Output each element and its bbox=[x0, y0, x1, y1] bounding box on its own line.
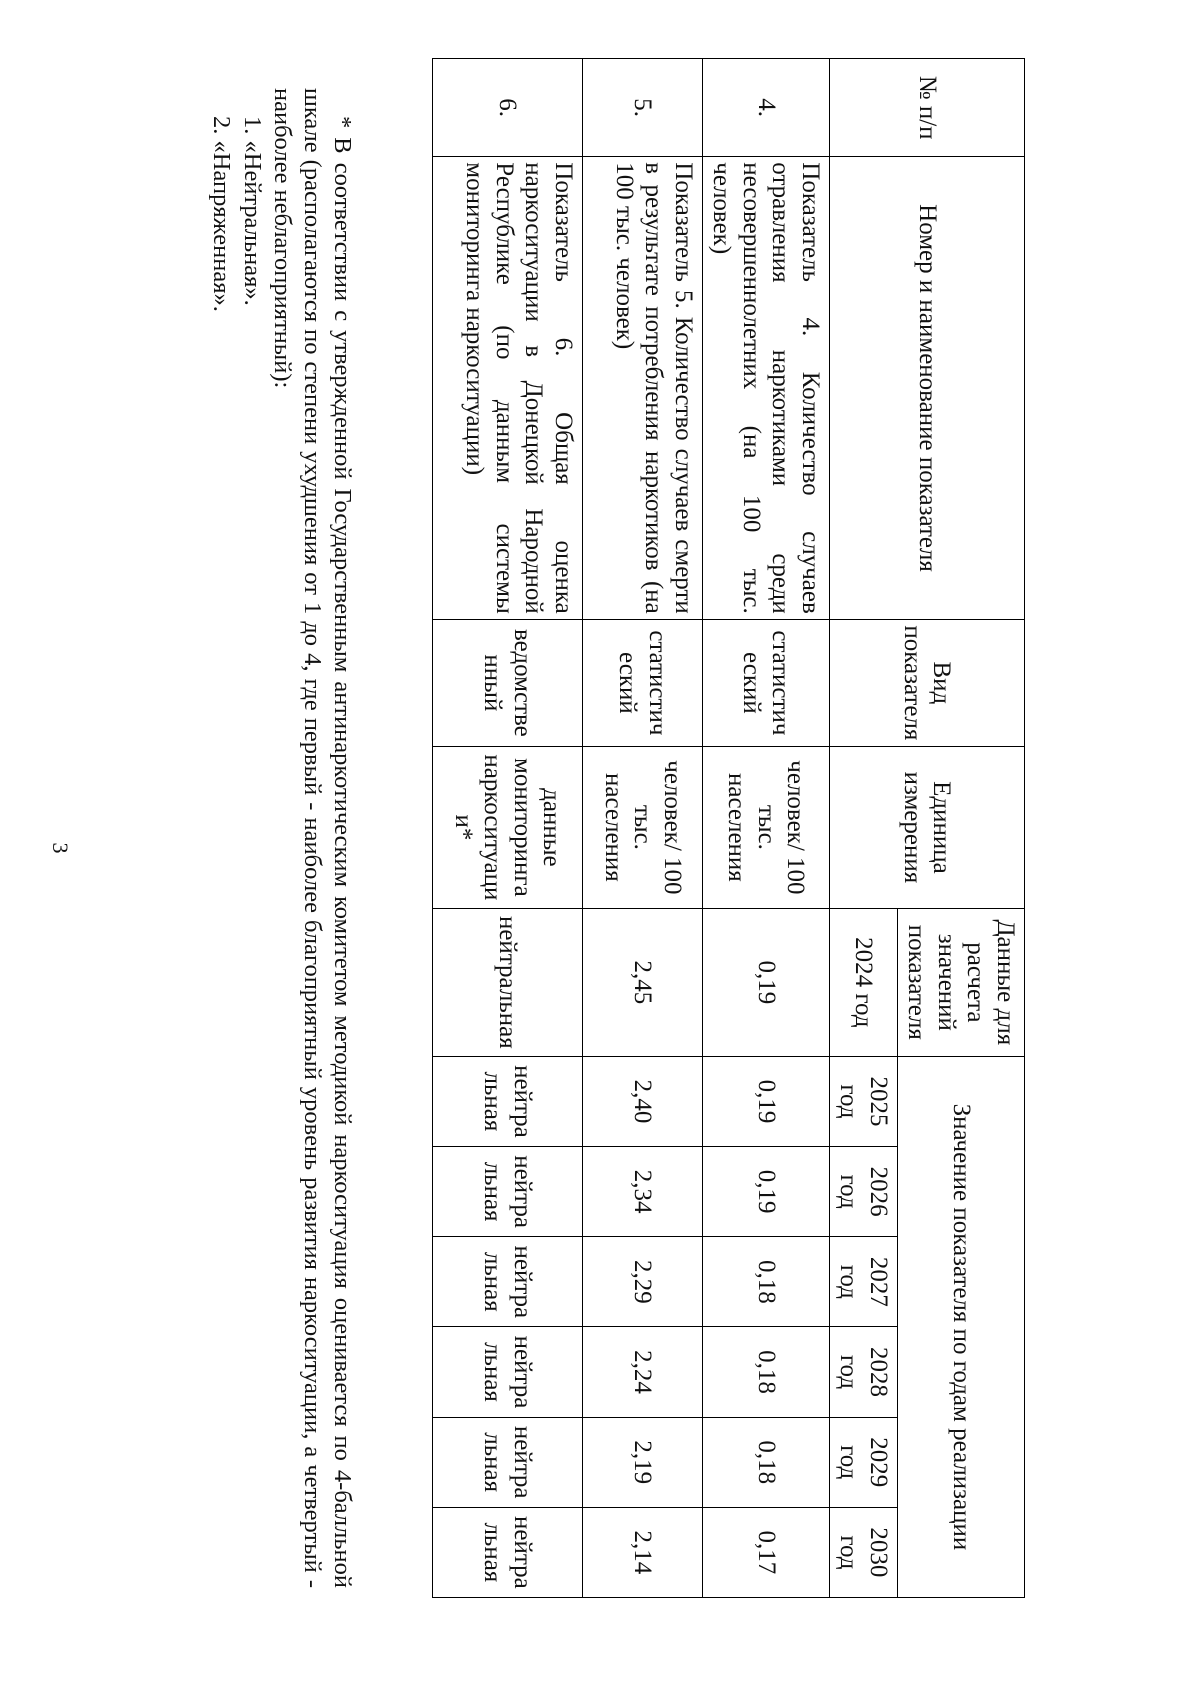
year-value: 2,40 bbox=[583, 1056, 703, 1146]
page-number: 3 bbox=[48, 842, 73, 854]
year-value: 2,34 bbox=[583, 1147, 703, 1237]
header-year: 2026 год bbox=[830, 1147, 898, 1237]
year-value: 2,24 bbox=[583, 1327, 703, 1417]
year-value: нейтральная bbox=[433, 1237, 583, 1327]
footnote-item: 2. «Напряженная». bbox=[208, 116, 236, 312]
indicator-name: Показатель 5. Количество случаев смерти в результате потребления наркотиков (на 100 тыс. человек) bbox=[583, 157, 703, 620]
header-year: 2029 год bbox=[830, 1417, 898, 1507]
header-unit: Единица измерения bbox=[830, 746, 1025, 908]
year-value: 2,14 bbox=[583, 1507, 703, 1597]
header-base: Данные для расчета значений показателя bbox=[898, 908, 1025, 1056]
table-row bbox=[433, 59, 583, 1598]
indicator-name: Показатель 4. Количество случаев отравления наркотиками среди несовершеннолетних (на 100 тыс. человек) bbox=[703, 157, 830, 620]
year-value: 0,17 bbox=[703, 1507, 830, 1597]
header-years-group: Значение показателя по годам реализации bbox=[898, 1056, 1025, 1597]
year-value: 0,18 bbox=[703, 1237, 830, 1327]
indicator-unit: данные мониторинга наркоситуации* bbox=[433, 746, 583, 908]
indicator-unit: человек/ 100 тыс. населения bbox=[583, 746, 703, 908]
header-year: 2027 год bbox=[830, 1237, 898, 1327]
table-header-row bbox=[898, 59, 1025, 1598]
year-value: 0,18 bbox=[703, 1327, 830, 1417]
footnote bbox=[206, 88, 357, 1588]
row-number: 6. bbox=[433, 59, 583, 157]
header-num: № п/п bbox=[830, 59, 1025, 157]
base-value: 2,45 bbox=[583, 908, 703, 1056]
indicator-type: ведомственный bbox=[433, 619, 583, 746]
table-row bbox=[703, 59, 830, 1598]
year-value: нейтральная bbox=[433, 1507, 583, 1597]
rotated-content bbox=[45, 8, 1195, 1668]
year-value: нейтральная bbox=[433, 1056, 583, 1146]
row-number: 4. bbox=[703, 59, 830, 157]
year-value: нейтральная bbox=[433, 1327, 583, 1417]
indicator-type: статистический bbox=[583, 619, 703, 746]
header-year: 2025 год bbox=[830, 1056, 898, 1146]
header-year: 2028 год bbox=[830, 1327, 898, 1417]
year-value: нейтральная bbox=[433, 1417, 583, 1507]
table-row bbox=[583, 59, 703, 1598]
indicator-name: Показатель 6. Общая оценка наркоситуации в Донецкой Народной Республике (по данным системы мониторинга наркоситуации) bbox=[433, 157, 583, 620]
year-value: 0,18 bbox=[703, 1417, 830, 1507]
year-value: нейтральная bbox=[433, 1147, 583, 1237]
year-value: 2,19 bbox=[583, 1417, 703, 1507]
indicator-unit: человек/ 100 тыс. населения bbox=[703, 746, 830, 908]
indicator-type: статистический bbox=[703, 619, 830, 746]
header-base-year: 2024 год bbox=[830, 908, 898, 1056]
base-value: нейтральная bbox=[433, 908, 583, 1056]
base-value: 0,19 bbox=[703, 908, 830, 1056]
year-value: 2,29 bbox=[583, 1237, 703, 1327]
year-value: 0,19 bbox=[703, 1147, 830, 1237]
year-value: 0,19 bbox=[703, 1056, 830, 1146]
header-year: 2030 год bbox=[830, 1507, 898, 1597]
footnote-item: 1. «Нейтральная». bbox=[238, 116, 266, 306]
row-number: 5. bbox=[583, 59, 703, 157]
indicators-table bbox=[432, 58, 1025, 1598]
header-name: Номер и наименование показателя bbox=[830, 157, 1025, 620]
footnote-text: * В соответствии с утвержденной Государственным антинаркотическим комитетом методикой наркоситуация оценивается по 4-балльной шкале (располагаются по степени ухудшения от 1 до 4, где первый - наиболее благоприятный уровень развития наркоситуации, а четвертый - наиболее неблагоприятный): bbox=[268, 88, 356, 1588]
header-type: Вид показателя bbox=[830, 619, 1025, 746]
